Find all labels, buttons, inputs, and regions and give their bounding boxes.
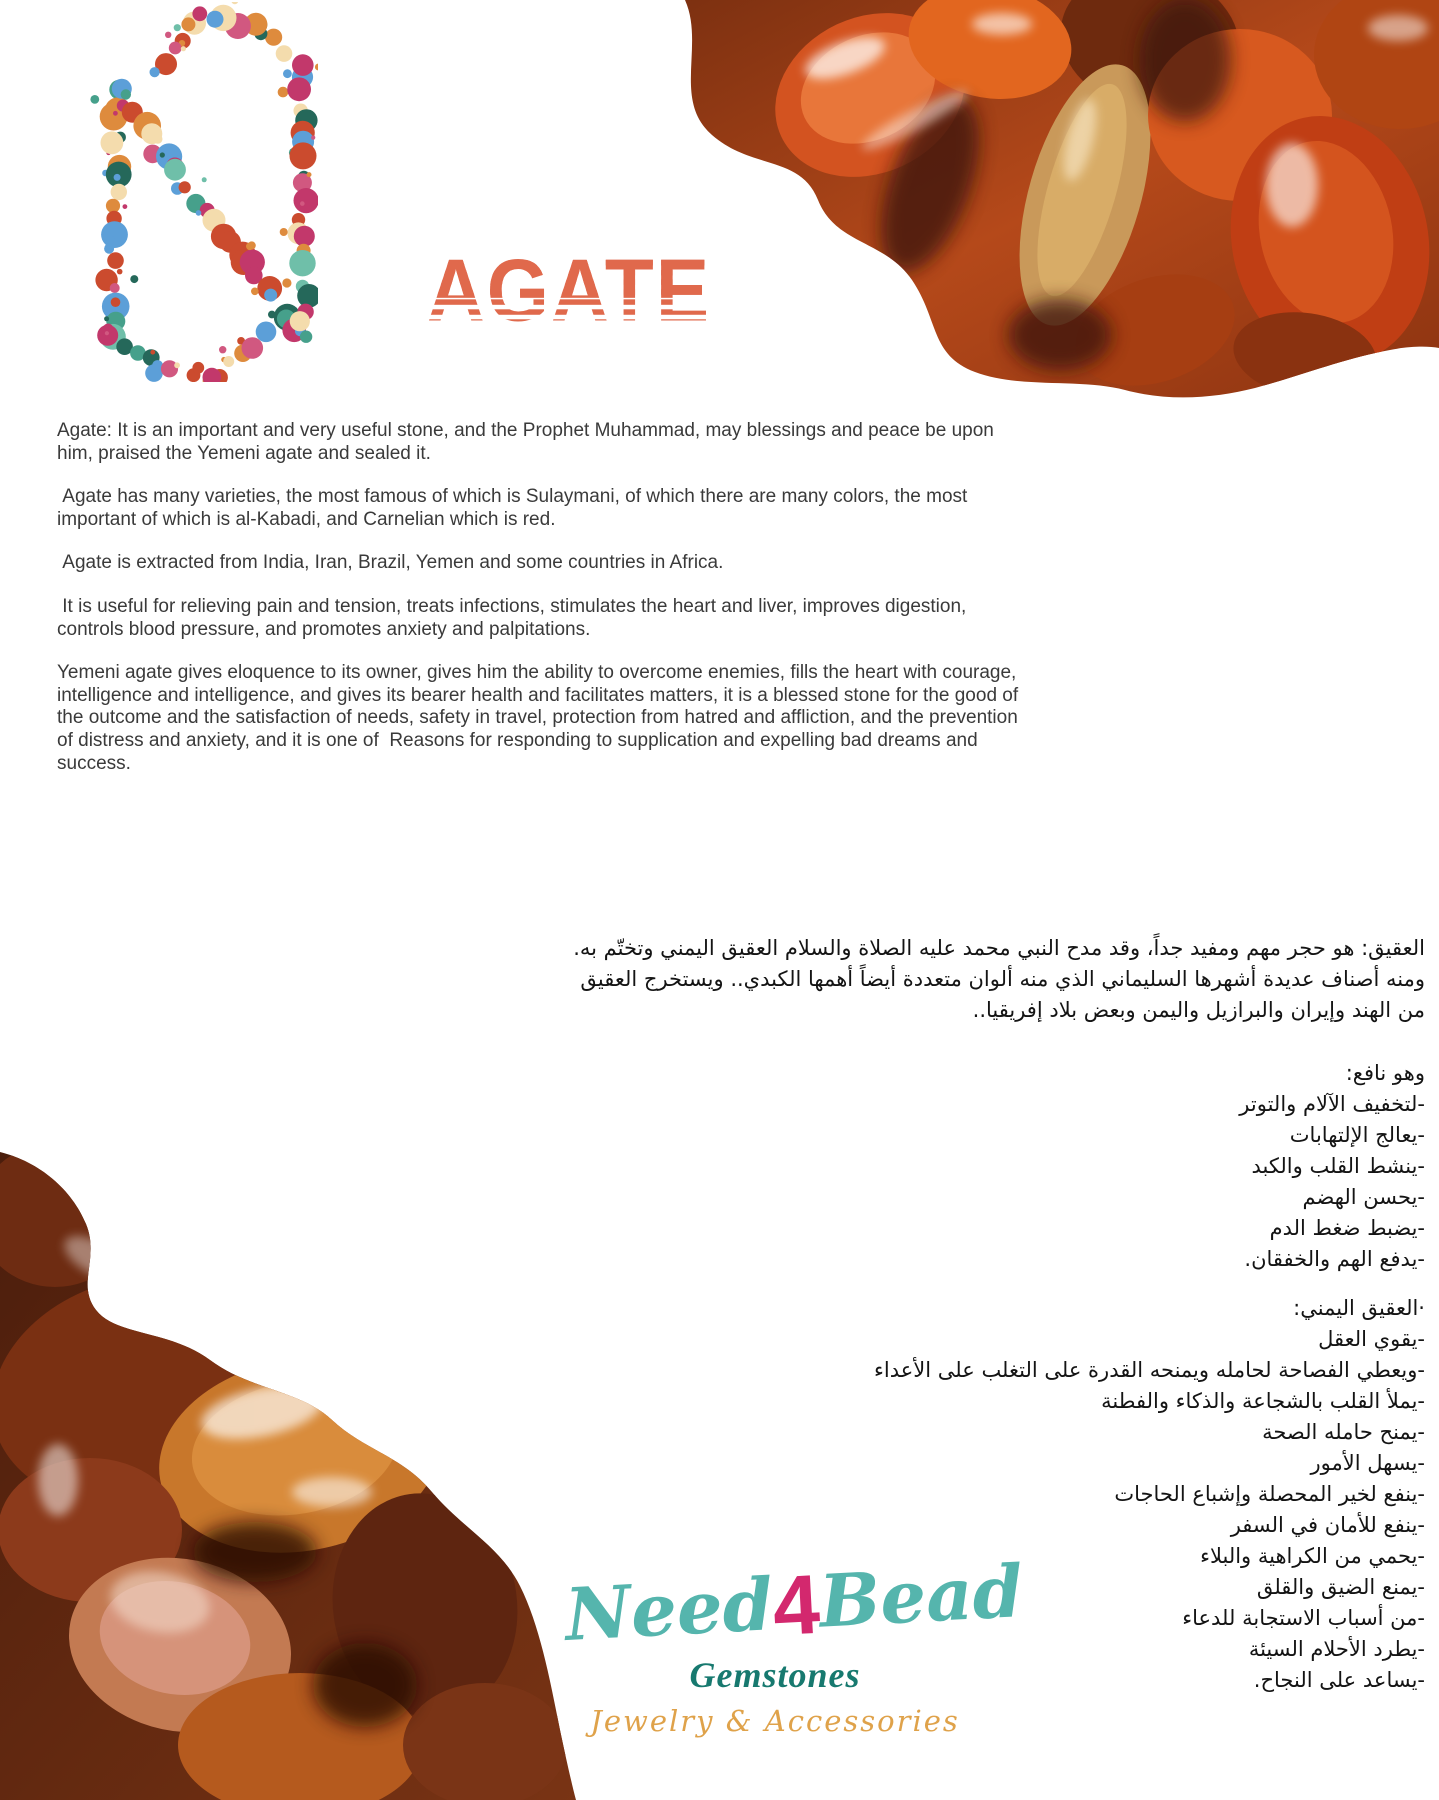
arabic-intro-line: من الهند وإيران والبرازيل واليمن وبعض بلاد إفريقيا.. (972, 998, 1425, 1022)
arabic-yemeni-item: -ويعطي الفصاحة لحامله ويمنحه القدرة على التغلب على الأعداء (874, 1358, 1425, 1382)
arabic-yemeni-item: -من أسباب الاستجابة للدعاء (1182, 1606, 1425, 1630)
spacer (0, 1026, 1439, 1058)
monogram-dot (111, 297, 121, 307)
need4bead-dot-monogram-logo (48, 2, 318, 382)
english-paragraph: It is useful for relieving pain and tension, treats infections, stimulates the heart and liver, improves digestion, controls blood pressure, and promotes anxiety and palpitations. (57, 595, 972, 640)
monogram-dot (104, 316, 109, 321)
monogram-dot (123, 204, 128, 209)
english-paragraph: Yemeni agate gives eloquence to its owner, gives him the ability to overcome enemies, fills the heart with courage, intelligence and intelligence, and gives its bearer health and facilitates matters, it is a blessed stone for the good of the outcome and the satisfaction of needs, safety in travel, protection from hatred and affliction, and the prevention of distress and anxiety, and it is one of Reasons for responding to supplication and expelling bad dreams and success. (57, 662, 1024, 774)
monogram-dot (290, 142, 317, 169)
wordmark-four: 4 (770, 1556, 822, 1654)
monogram-dot (315, 64, 318, 71)
monogram-dot (121, 89, 131, 99)
monogram-dot (276, 45, 293, 62)
monogram-dot (192, 6, 207, 21)
arabic-intro-line: العقيق: هو حجر مهم ومفيد جداً، وقد مدح النبي محمد عليه الصلاة والسلام العقيق اليمني وتختّم به. (573, 936, 1425, 960)
monogram-dot (113, 111, 118, 116)
monogram-dot (174, 362, 180, 368)
arabic-yemeni-item: -ينفع للأمان في السفر (1230, 1513, 1425, 1537)
need4bead-wordmark (562, 1547, 1025, 1663)
monogram-dot (292, 54, 314, 76)
arabic-yemeni-item: -يمنع الضيق والقلق (1256, 1575, 1425, 1599)
monogram-dot (160, 152, 165, 157)
monogram-dot (106, 236, 115, 245)
arabic-benefit-item: -يعالج الإلتهابات (1289, 1123, 1425, 1147)
brand-tagline: Jewelry & Accessories (590, 1704, 960, 1738)
monogram-dot (283, 69, 292, 78)
monogram-dot (311, 136, 315, 140)
monogram-dot (202, 177, 207, 182)
monogram-dot (296, 319, 302, 325)
monogram-dot (114, 174, 121, 181)
english-paragraph: Agate: It is an important and very useful stone, and the Prophet Muhammad, may blessings and peace be upon him, praised the Yemeni agate and sealed it. (57, 420, 1000, 464)
monogram-dot (289, 250, 315, 276)
monogram-dot (246, 243, 254, 251)
monogram-dot (181, 46, 186, 51)
monogram-dot (90, 95, 99, 104)
arabic-yemeni-item: -يحمي من الكراهية والبلاء (1200, 1544, 1425, 1568)
monogram-dot (179, 181, 191, 193)
monogram-dot (181, 17, 195, 31)
monogram-dot (223, 356, 234, 367)
monogram-dot (130, 275, 138, 283)
monogram-dot (165, 32, 171, 38)
monogram-dot (111, 184, 127, 200)
arabic-benefit-item: -يحسن الهضم (1302, 1185, 1425, 1209)
monogram-dot (265, 29, 282, 46)
monogram-dot (294, 188, 319, 213)
monogram-dot (300, 331, 312, 343)
monogram-dot (280, 228, 288, 236)
carnelian-stones-photo-top-right (640, 0, 1439, 420)
brand-subtitle: Gemstones (689, 1655, 861, 1695)
monogram-dot (192, 362, 204, 374)
spacer (0, 1275, 1439, 1293)
monogram-dot (264, 289, 277, 302)
monogram-dot (107, 252, 124, 269)
monogram-dot (219, 346, 226, 353)
monogram-dot (104, 244, 114, 254)
arabic-yemeni-item: -يطرد الأحلام السيئة (1248, 1637, 1425, 1661)
monogram-dot (287, 77, 311, 101)
arabic-yemeni-heading: ·العقيق اليمني: (1293, 1296, 1425, 1320)
arabic-yemeni-item: -يقوي العقل (1318, 1327, 1425, 1351)
monogram-dot (256, 322, 277, 343)
monogram-dot (242, 337, 264, 359)
monogram-dot (231, 2, 238, 4)
wordmark-need: Need (562, 1561, 775, 1657)
english-paragraph: Agate is extracted from India, Iran, Brazil, Yemen and some countries in Africa. (57, 552, 724, 574)
arabic-yemeni-item: -يملأ القلب بالشجاعة والذكاء والفطنة (1101, 1389, 1425, 1413)
wordmark-bead: Bead (817, 1548, 1025, 1644)
arabic-benefit-item: -لتخفيف الآلام والتوتر (1239, 1092, 1425, 1116)
arabic-yemeni-item: -يمنح حامله الصحة (1262, 1420, 1425, 1444)
monogram-dot (278, 87, 289, 98)
monogram-dot (101, 221, 128, 248)
arabic-yemeni-item: -يسهل الأمور (1310, 1451, 1425, 1475)
monogram-dot (164, 159, 186, 181)
arabic-benefit-item: -يضبط ضغط الدم (1269, 1216, 1425, 1240)
monogram-dot (207, 11, 224, 28)
arabic-benefit-item: -يدفع الهم والخفقان. (1244, 1247, 1425, 1271)
monogram-dot (105, 331, 109, 335)
english-paragraph: Agate has many varieties, the most famous of which is Sulaymani, of which there are many colors, the most important of which is al-Kabadi, and Carnelian which is red. (57, 486, 973, 530)
monogram-dot (150, 67, 160, 77)
monogram-dot (150, 350, 155, 355)
english-description (57, 420, 1024, 796)
need4bead-brand-block (562, 1548, 1025, 1738)
arabic-intro-line: ومنه أصناف عديدة أشهرها السليماني الذي منه ألوان متعددة أيضاً أهمها الكبدي.. ويستخرج العقيق (580, 967, 1425, 991)
arabic-yemeni-item: -يساعد على النجاح. (1253, 1668, 1425, 1692)
monogram-dot (307, 172, 312, 177)
arabic-benefits-heading: وهو نافع: (1345, 1061, 1425, 1085)
monogram-dot (110, 283, 120, 293)
monogram-dot (117, 269, 123, 275)
monogram-dot (294, 226, 315, 247)
monogram-dot (101, 131, 124, 154)
monogram-dot (106, 199, 120, 213)
monogram-dot (174, 24, 181, 31)
monogram-dot (161, 360, 178, 377)
arabic-yemeni-item: -ينفع لخير المحصلة وإشباع الحاجات (1114, 1482, 1425, 1506)
monogram-dot (300, 201, 305, 206)
monogram-dot (153, 134, 162, 143)
monogram-dot (169, 42, 182, 55)
monogram-dot (196, 210, 202, 216)
monogram-dot (282, 278, 291, 287)
page-title: AGATE (427, 240, 711, 341)
arabic-benefit-item: -ينشط القلب والكبد (1251, 1154, 1425, 1178)
monogram-dot (251, 288, 259, 296)
